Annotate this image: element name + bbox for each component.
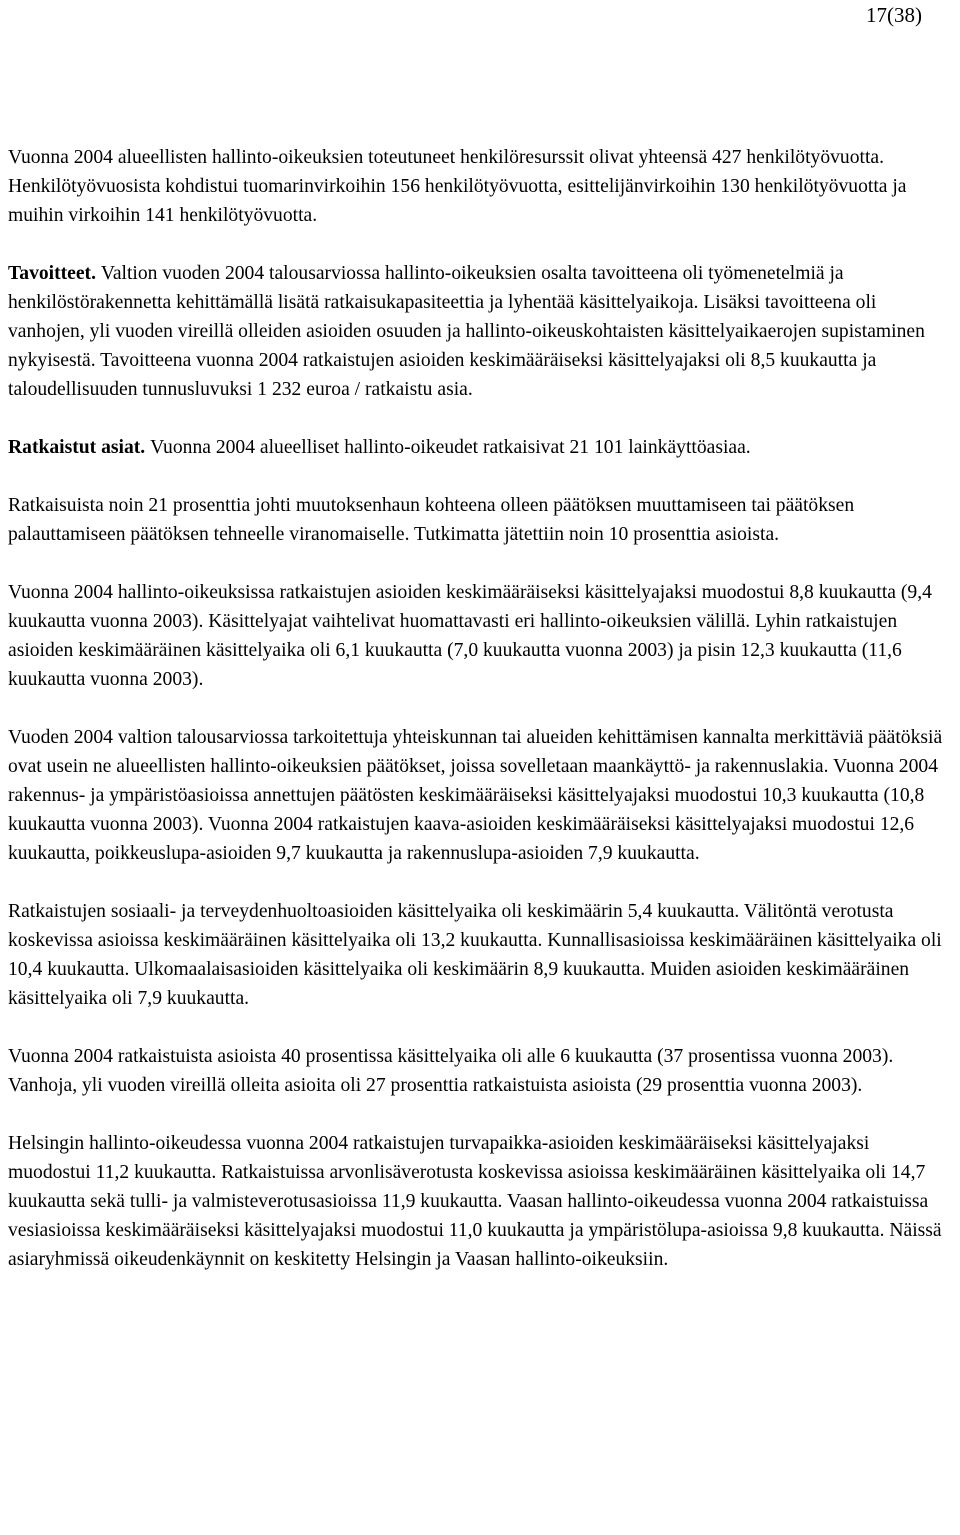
paragraph-goals xyxy=(8,259,956,404)
paragraph-text: Valtion vuoden 2004 talousarviossa hallinto-oikeuksien osalta tavoitteena oli työmenetelmiä ja henkilöstörakennetta kehittämällä lisätä ratkaisukapasiteettia ja lyhentää käsittelyaikoja. Lisäksi tavoitteena oli vanhojen, yli vuoden vireillä olleiden asioiden osuuden ja hallinto-oikeuskohtaisten käsittelyaikaerojen supistaminen nykyisestä. Tavoitteena vuonna 2004 ratkaistujen asioiden keskimääräiseksi käsittelyajaksi oli 8,5 kuukautta ja taloudellisuuden tunnusluvuksi 1 232 euroa / ratkaistu asia. xyxy=(8,263,925,400)
paragraph-decision-changes xyxy=(8,491,956,549)
section-heading-goals: Tavoitteet. xyxy=(8,263,101,284)
paragraph-text: Helsingin hallinto-oikeudessa vuonna 2004 ratkaistujen turvapaikka-asioiden keskimääräiseksi käsittelyajaksi muodostui 11,2 kuukautta. Ratkaistuissa arvonlisäverotusta koskevissa asioissa keskimääräinen käsittelyaika oli 14,7 kuukautta sekä tulli- ja valmisteverotusasioissa 11,9 kuukautta. Vaasan hallinto-oikeudessa vuonna 2004 ratkaistuissa vesiasioissa keskimääräiseksi käsittelyajaksi muodostui 11,0 kuukautta ja ympäristölupa-asioissa 9,8 kuukautta. Näissä asiaryhmissä oikeudenkäynnit on keskitetty Helsingin ja Vaasan hallinto-oikeuksiin. xyxy=(8,1133,942,1270)
paragraph-resources xyxy=(8,143,956,230)
paragraph-text: Vuonna 2004 ratkaistuista asioista 40 prosentissa käsittelyaika oli alle 6 kuukautta (37 prosentissa vuonna 2003). Vanhoja, yli vuoden vireillä olleita asioita oli 27 prosenttia ratkaistuista asioista (29 prosenttia vuonna 2003). xyxy=(8,1046,894,1096)
paragraph-text: Vuonna 2004 hallinto-oikeuksissa ratkaistujen asioiden keskimääräiseksi käsittelyajaksi muodostui 8,8 kuukautta (9,4 kuukautta vuonna 2003). Käsittelyajat vaihtelivat huomattavasti eri hallinto-oikeuksien välillä. Lyhin ratkaistujen asioiden keskimääräinen käsittelyaika oli 6,1 kuukautta (7,0 kuukautta vuonna 2003) ja pisin 12,3 kuukautta (11,6 kuukautta vuonna 2003). xyxy=(8,582,932,690)
paragraph-helsinki-vaasa xyxy=(8,1129,956,1274)
paragraph-resolved-cases xyxy=(8,433,956,462)
paragraph-text: Vuonna 2004 alueelliset hallinto-oikeudet ratkaisivat 21 101 lainkäyttöasiaa. xyxy=(150,437,751,458)
paragraph-text: Ratkaisuista noin 21 prosenttia johti muutoksenhaun kohteena olleen päätöksen muuttamiseen tai päätöksen palauttamiseen päätöksen tehneelle viranomaiselle. Tutkimatta jätettiin noin 10 prosenttia asioista. xyxy=(8,495,855,545)
paragraph-text: Ratkaistujen sosiaali- ja terveydenhuoltoasioiden käsittelyaika oli keskimäärin 5,4 kuukautta. Välitöntä verotusta koskevissa asioissa keskimääräinen käsittelyaika oli 13,2 kuukautta. Kunnallisasioissa keskimääräinen käsittelyaika oli 10,4 kuukautta. Ulkomaalaisasioiden käsittelyaika oli keskimäärin 8,9 kuukautta. Muiden asioiden keskimääräinen käsittelyaika oli 7,9 kuukautta. xyxy=(8,901,942,1009)
paragraph-case-age xyxy=(8,1042,956,1100)
paragraph-processing-times xyxy=(8,578,956,694)
page-number: 17(38) xyxy=(866,3,922,27)
section-heading-resolved-cases: Ratkaistut asiat. xyxy=(8,437,151,458)
paragraph-text: Vuonna 2004 alueellisten hallinto-oikeuksien toteutuneet henkilöresurssit olivat yhteensä 427 henkilötyövuotta. Henkilötyövuosista kohdistui tuomarinvirkoihin 156 henkilötyövuotta, esittelijänvirkoihin 130 henkilötyövuotta ja muihin virkoihin 141 henkilötyövuotta. xyxy=(8,147,907,226)
paragraph-text: Vuoden 2004 valtion talousarviossa tarkoitettuja yhteiskunnan tai alueiden kehittämisen kannalta merkittäviä päätöksiä ovat usein ne alueellisten hallinto-oikeuksien päätökset, joissa sovelletaan maankäyttö- ja rakennuslakia. Vuonna 2004 rakennus- ja ympäristöasioissa annettujen päätösten keskimääräiseksi käsittelyajaksi muodostui 10,3 kuukautta (10,8 kuukautta vuonna 2003). Vuonna 2004 ratkaistujen kaava-asioiden keskimääräiseksi käsittelyajaksi muodostui 12,6 kuukautta, poikkeuslupa-asioiden 9,7 kuukautta ja rakennuslupa-asioiden 7,9 kuukautta. xyxy=(8,727,943,864)
document-body xyxy=(8,143,956,1274)
paragraph-land-use-cases xyxy=(8,723,956,868)
paragraph-case-categories xyxy=(8,897,956,1013)
